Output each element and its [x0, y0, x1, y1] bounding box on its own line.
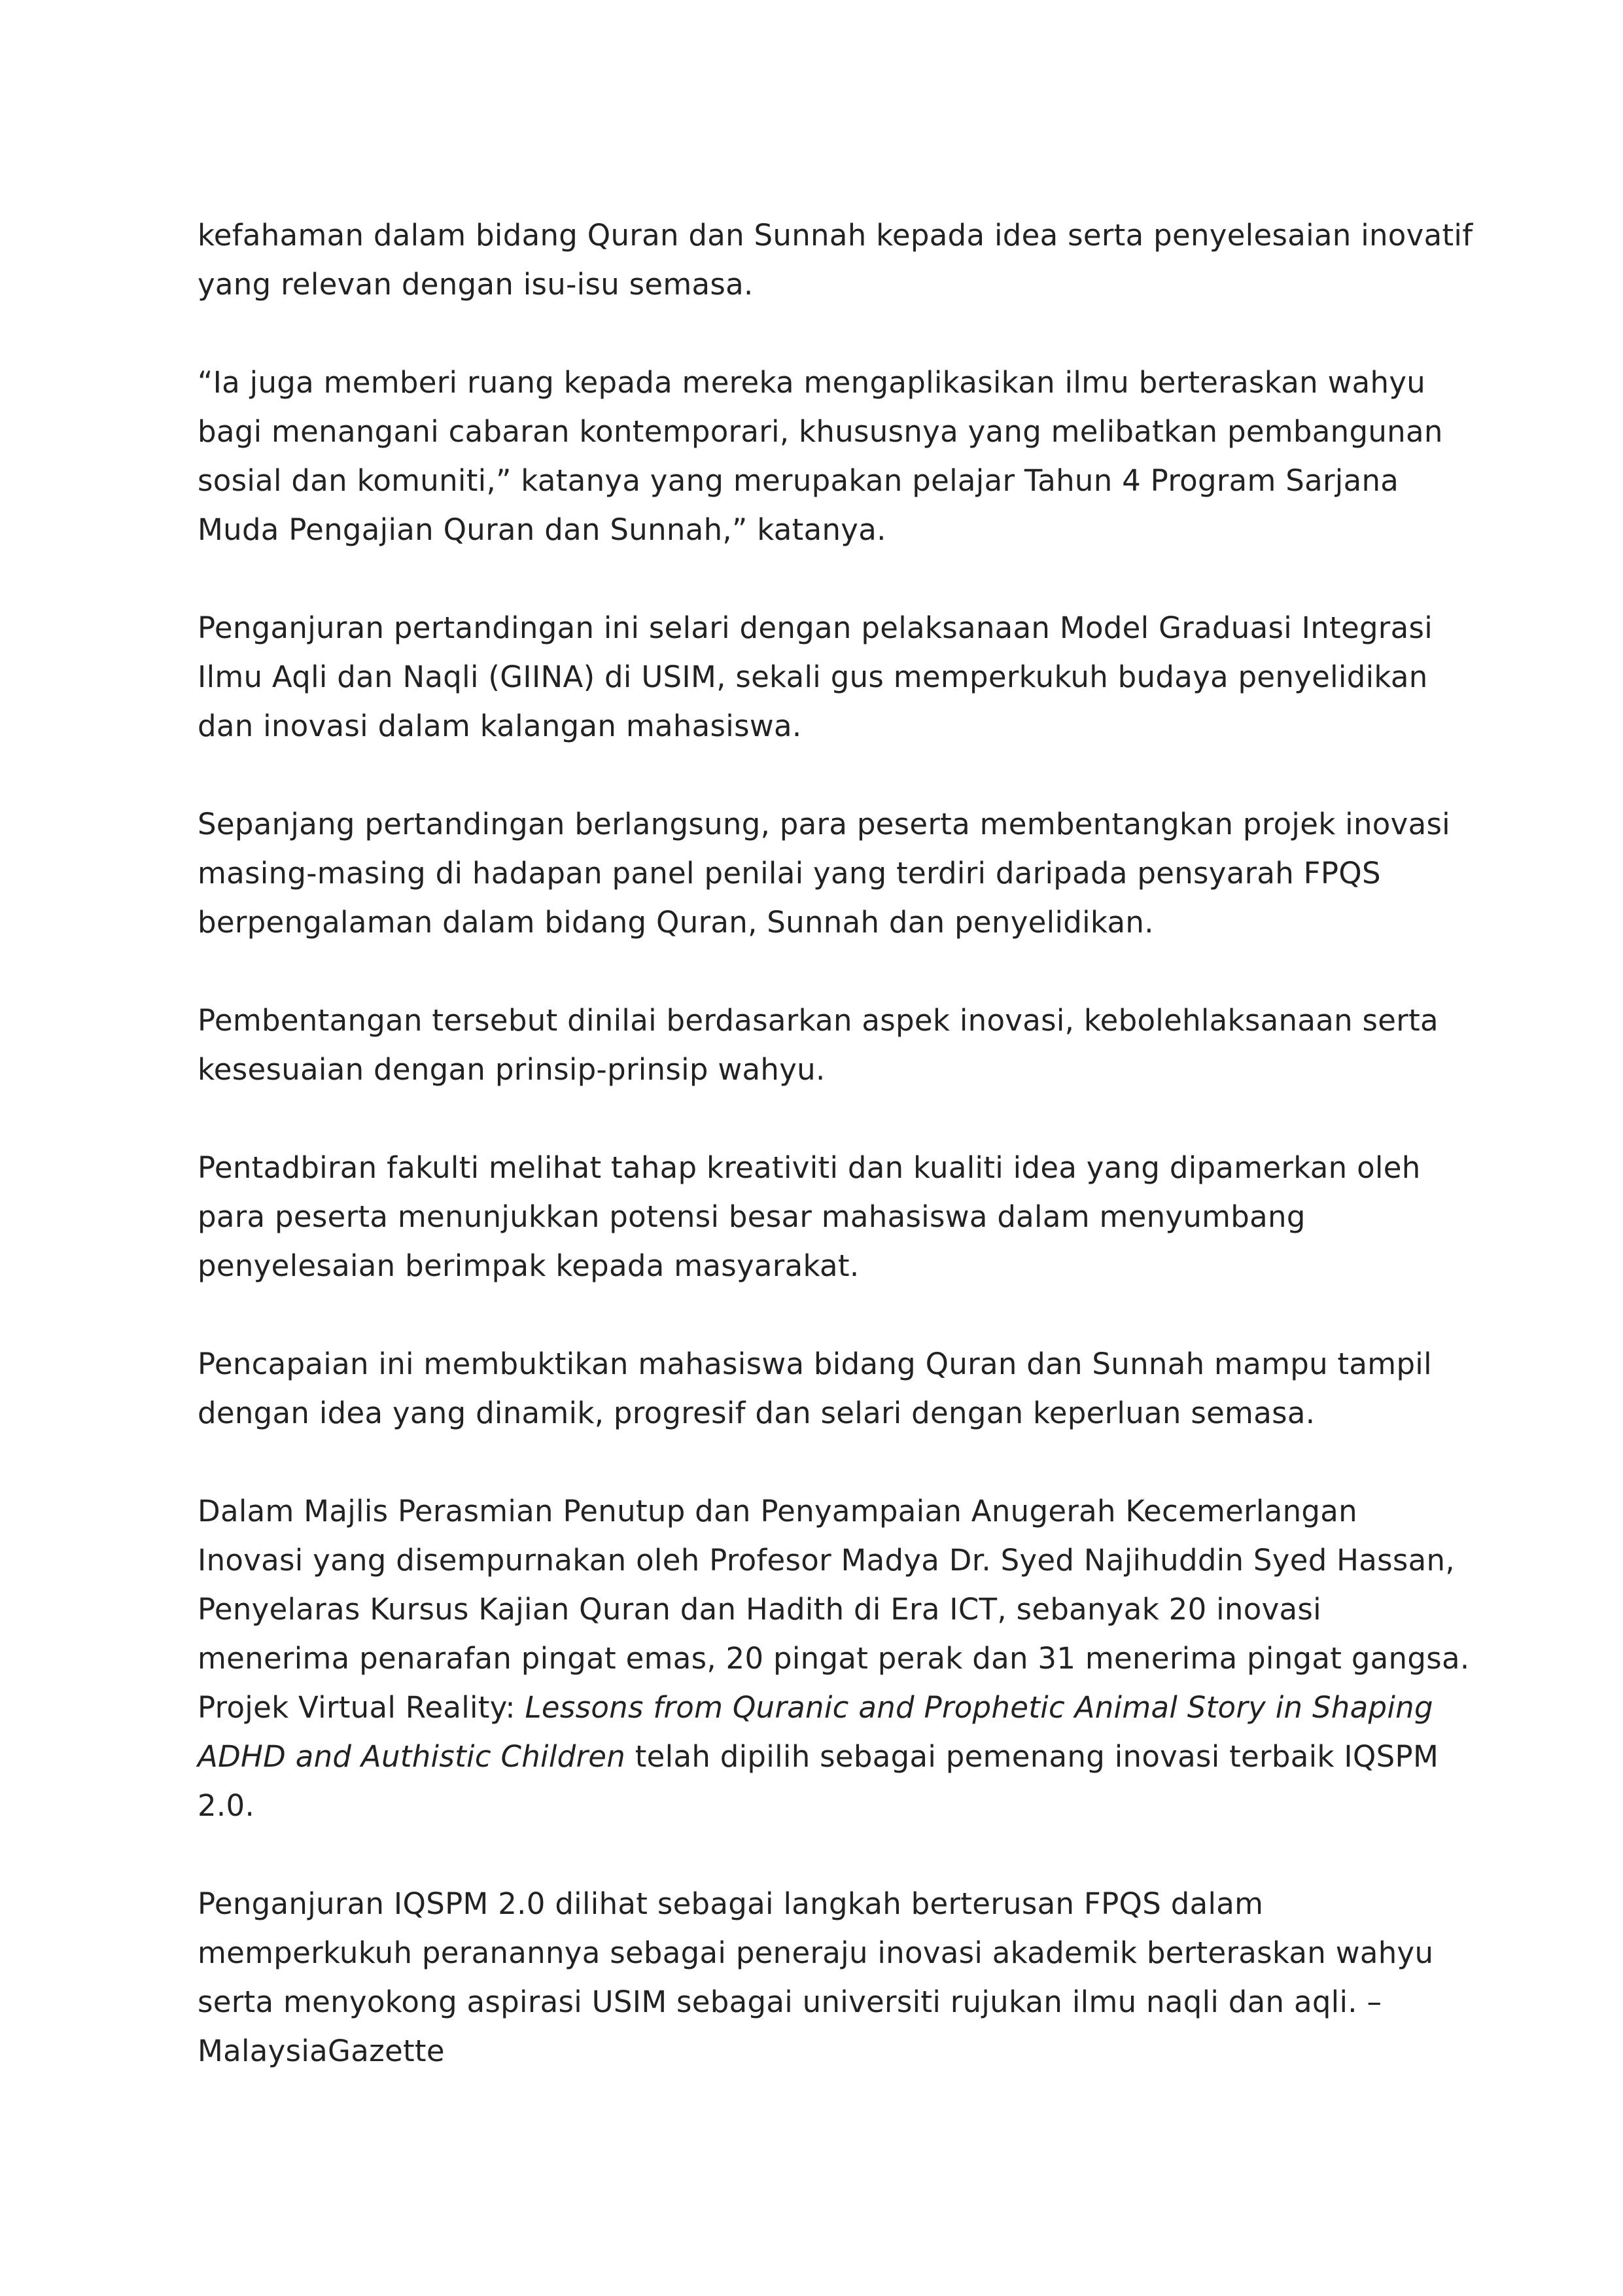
- text-line: Pembentangan tersebut dinilai berdasarkan aspek inovasi, kebolehlaksanaan serta: [198, 1003, 1439, 1038]
- paragraph-awards: [198, 1487, 1470, 1830]
- award-suffix: telah dipilih sebagai pemenang inovasi terbaik IQSPM: [625, 1739, 1439, 1774]
- paragraph: [198, 1143, 1440, 1290]
- paragraph: [198, 211, 1473, 309]
- text-line: dengan idea yang dinamik, progresif dan selari dengan keperluan semasa.: [198, 1396, 1316, 1430]
- text-line: penyelesaian berimpak kepada masyarakat.: [198, 1248, 860, 1283]
- text-line: yang relevan dengan isu-isu semasa.: [198, 267, 754, 302]
- text-line: Ilmu Aqli dan Naqli (GIINA) di USIM, sekali gus memperkukuh budaya penyelidikan: [198, 660, 1428, 694]
- text-line: [198, 1732, 1440, 1781]
- text-line: Penganjuran IQSPM 2.0 dilihat sebagai langkah berterusan FPQS dalam: [198, 1886, 1264, 1921]
- paragraph: [198, 1339, 1440, 1438]
- project-title-part1: Lessons from Quranic and Prophetic Animal Story in Shaping: [525, 1690, 1433, 1725]
- text-line: “Ia juga memberi ruang kepada mereka mengaplikasikan ilmu berteraskan wahyu: [198, 365, 1426, 400]
- source-credit: MalaysiaGazette: [198, 2034, 445, 2068]
- article-body: [198, 211, 1473, 2075]
- award-prefix: Projek Virtual Reality:: [198, 1690, 525, 1725]
- paragraph: [198, 1879, 1440, 2075]
- text-line: bagi menangani cabaran kontemporari, khususnya yang melibatkan pembangunan: [198, 414, 1443, 449]
- text-line: memperkukuh peranannya sebagai peneraju inovasi akademik berteraskan wahyu: [198, 1935, 1434, 1970]
- paragraph: [198, 603, 1440, 751]
- project-title-part2: ADHD and Authistic Children: [198, 1739, 626, 1774]
- text-line: kefahaman dalam bidang Quran dan Sunnah kepada idea serta penyelesaian inovatif: [198, 218, 1473, 253]
- text-line: menerima penarafan pingat emas, 20 pingat perak dan 31 menerima pingat gangsa.: [198, 1641, 1470, 1676]
- text-line: sosial dan komuniti,” katanya yang merupakan pelajar Tahun 4 Program Sarjana: [198, 463, 1399, 498]
- text-line: 2.0.: [198, 1788, 255, 1823]
- text-line: Pencapaian ini membuktikan mahasiswa bidang Quran dan Sunnah mampu tampil: [198, 1347, 1432, 1381]
- paragraph: [198, 358, 1443, 554]
- text-line: Sepanjang pertandingan berlangsung, para peserta membentangkan projek inovasi: [198, 807, 1450, 841]
- text-line: dan inovasi dalam kalangan mahasiswa.: [198, 709, 802, 743]
- text-line: Penganjuran pertandingan ini selari dengan pelaksanaan Model Graduasi Integrasi: [198, 610, 1433, 645]
- text-line: Inovasi yang disempurnakan oleh Profesor Madya Dr. Syed Najihuddin Syed Hassan,: [198, 1543, 1455, 1578]
- text-line: Penyelaras Kursus Kajian Quran dan Hadith di Era ICT, sebanyak 20 inovasi: [198, 1592, 1321, 1627]
- text-line: Dalam Majlis Perasmian Penutup dan Penyampaian Anugerah Kecemerlangan: [198, 1494, 1357, 1528]
- text-line: masing-masing di hadapan panel penilai yang terdiri daripada pensyarah FPQS: [198, 856, 1381, 891]
- text-line: para peserta menunjukkan potensi besar mahasiswa dalam menyumbang: [198, 1199, 1306, 1234]
- text-line: berpengalaman dalam bidang Quran, Sunnah dan penyelidikan.: [198, 905, 1154, 940]
- text-line: Muda Pengajian Quran dan Sunnah,” katanya.: [198, 512, 886, 547]
- text-line: kesesuaian dengan prinsip-prinsip wahyu.: [198, 1052, 826, 1087]
- text-line: Pentadbiran fakulti melihat tahap kreativiti dan kualiti idea yang dipamerkan oleh: [198, 1150, 1421, 1185]
- text-line: [198, 1683, 1440, 1732]
- paragraph: [198, 996, 1440, 1094]
- paragraph: [198, 800, 1450, 947]
- text-line: serta menyokong aspirasi USIM sebagai universiti rujukan ilmu naqli dan aqli. –: [198, 1985, 1382, 2019]
